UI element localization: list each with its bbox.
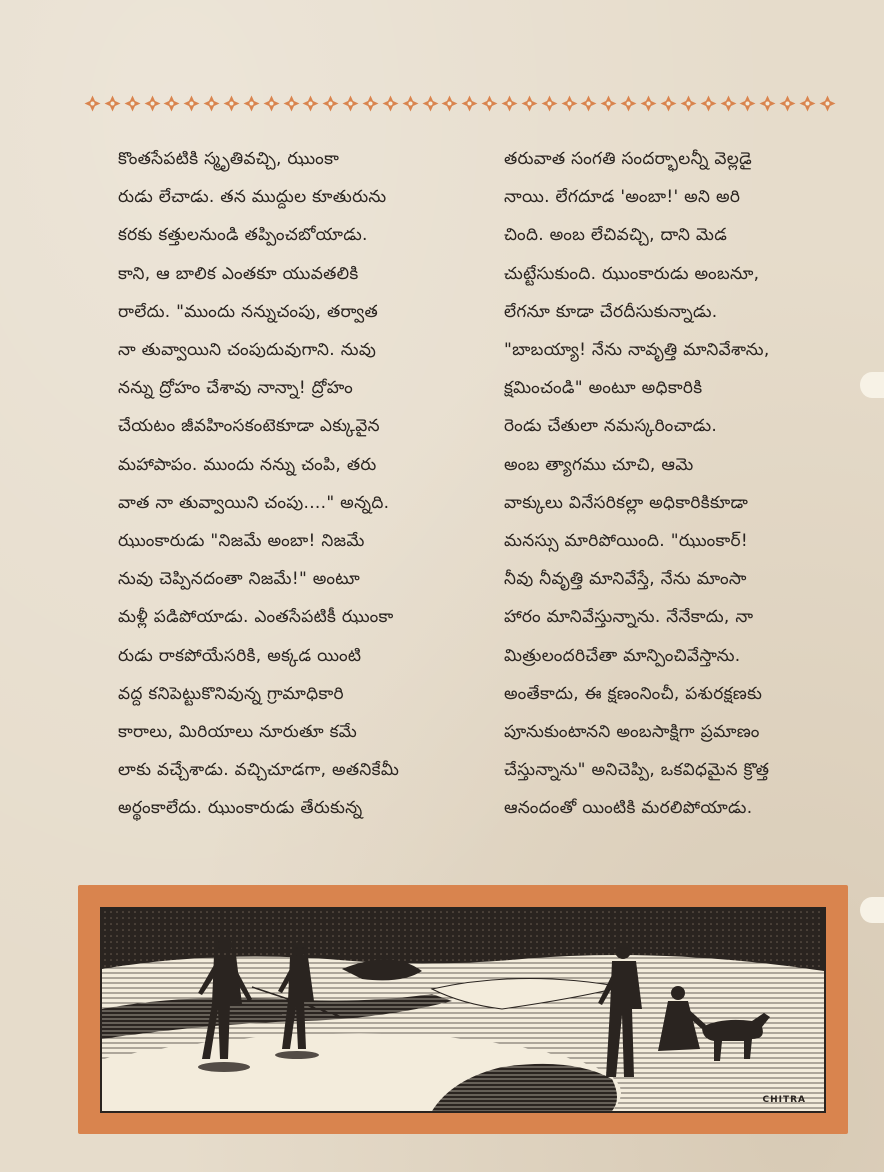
ornament-icon: [521, 95, 538, 112]
text-line: అర్థంకాలేదు. ఝుంకారుడు తేరుకున్న: [118, 798, 363, 819]
ornament-icon: [302, 95, 319, 112]
text-line: రాలేదు. "ముందు నన్నుచంపు, తర్వాత: [118, 301, 379, 322]
text-line: రుడు రాకపోయేసరికి, అక్కడ యింటి: [118, 645, 362, 666]
text-line: మిత్రులందరిచేతా మాన్పించివేస్తాను.: [504, 645, 741, 666]
ornament-icon: [580, 95, 597, 112]
ornament-icon: [163, 95, 180, 112]
text-line: కరకు కత్తులనుండి తప్పించబోయాడు.: [118, 225, 368, 246]
text-line: లాకు వచ్చేశాడు. వచ్చిచూడగా, అతనికేమీ: [118, 760, 400, 781]
ornament-icon: [84, 95, 101, 112]
text-line: నీవు నీవృత్తి మానివేస్తే, నేను మాంసా: [504, 569, 747, 590]
ornament-icon: [342, 95, 359, 112]
ornament-icon: [422, 95, 439, 112]
text-line: చింది. అంబ లేచివచ్చి, దాని మెడ: [504, 225, 728, 246]
ornament-icon: [640, 95, 657, 112]
ornament-icon: [243, 95, 260, 112]
woodcut-scene: [102, 909, 824, 1111]
text-line: కొంతసేపటికి స్మృతివచ్చి, ఝుంకా: [118, 149, 340, 169]
text-line: వద్ద కనిపెట్టుకొనివున్న గ్రామాధికారి: [118, 683, 344, 704]
decorative-border: [84, 92, 836, 114]
paragraph: [482, 140, 838, 446]
text-line: లేగనూ కూడా చేరదీసుకున్నాడు.: [504, 301, 718, 322]
ornament-icon: [819, 95, 836, 112]
ornament-icon: [759, 95, 776, 112]
ornament-icon: [263, 95, 280, 112]
text-line: హారం మానివేస్తున్నాను. నేనేకాదు, నా: [504, 607, 754, 628]
ornament-icon: [441, 95, 458, 112]
ornament-icon: [541, 95, 558, 112]
text-line: ఆనందంతో యింటికి మరలిపోయాడు.: [504, 798, 753, 819]
left-text-column: [96, 140, 452, 828]
text-line: రెండు చేతులా నమస్కరించాడు.: [504, 416, 718, 437]
text-line: మళ్లీ పడిపోయాడు. ఎంతసేపటికీ ఝుంకా: [118, 607, 394, 628]
text-line: "బాబయ్యా! నేను నావృత్తి మానివేశాను,: [504, 340, 770, 361]
ornament-icon: [402, 95, 419, 112]
ornament-icon: [183, 95, 200, 112]
ornament-icon: [799, 95, 816, 112]
ornament-icon: [283, 95, 300, 112]
right-text-column: [482, 140, 838, 828]
text-line: క్షమించండి" అంటూ అధికారికి: [504, 378, 703, 399]
text-line: నన్ను ద్రోహం చేశావు నాన్నా! ద్రోహం: [118, 378, 354, 399]
ornament-icon: [104, 95, 121, 112]
ornament-icon: [362, 95, 379, 112]
paragraph: [482, 446, 838, 828]
page-edge-mark: [860, 372, 884, 398]
ornament-icon: [124, 95, 141, 112]
ornament-icon: [620, 95, 637, 112]
text-line: రుడు లేచాడు. తన ముద్దుల కూతురును: [118, 187, 387, 208]
text-line: అంబ త్యాగము చూచి, ఆమె: [504, 454, 694, 475]
text-line: అంతేకాదు, ఈ క్షణంనించీ, పశురక్షణకు: [504, 683, 763, 704]
text-line: వాక్కులు వినేసరికల్లా అధికారికికూడా: [504, 492, 749, 513]
illustration: [100, 907, 826, 1113]
text-line: కారాలు, మిరియాలు నూరుతూ కమే: [118, 722, 358, 743]
text-line: నాయి. లేగదూడ 'అంబా!' అని అరి: [504, 187, 741, 208]
ornament-icon: [739, 95, 756, 112]
ornament-icon: [700, 95, 717, 112]
ornament-icon: [461, 95, 478, 112]
ornament-icon: [382, 95, 399, 112]
ornament-icon: [660, 95, 677, 112]
ornament-icon: [561, 95, 578, 112]
page-edge-mark: [860, 897, 884, 923]
ornament-icon: [144, 95, 161, 112]
illustration-frame: [78, 885, 848, 1134]
text-line: నా తువ్వాయిని చంపుదువుగాని. నువు: [118, 340, 377, 361]
paragraph: [96, 140, 452, 522]
ornament-icon: [720, 95, 737, 112]
ornament-icon: [779, 95, 796, 112]
text-line: ఝుంకారుడు "నిజమే అంబా! నిజమే: [118, 531, 365, 552]
text-line: చుట్టేసుకుంది. ఝుంకారుడు అంబనూ,: [504, 263, 760, 284]
text-line: తరువాత సంగతి సందర్భాలన్నీ వెల్లడై: [504, 149, 752, 169]
text-line: కాని, ఆ బాలిక ఎంతకూ యువతలికి: [118, 263, 359, 284]
text-line: నువు చెప్పినదంతా నిజమే!" అంటూ: [118, 569, 361, 590]
text-line: మనస్సు మారిపోయింది. "ఝుంకార్!: [504, 531, 749, 552]
ornament-icon: [203, 95, 220, 112]
text-line: మహాపాపం. ముందు నన్ను చంపి, తరు: [118, 454, 377, 475]
paragraph: [96, 522, 452, 828]
text-line: చేయటం జీవహింసకంటెకూడా ఎక్కువైన: [118, 416, 380, 437]
ornament-icon: [600, 95, 617, 112]
text-line: వాత నా తువ్వాయిని చంపు...." అన్నది.: [118, 492, 390, 513]
ornament-icon: [501, 95, 518, 112]
ornament-icon: [322, 95, 339, 112]
text-line: చేస్తున్నాను" అనిచెప్పి, ఒకవిధమైన క్రొత్త: [504, 760, 770, 781]
illustrator-signature: CHITRA: [762, 1095, 806, 1105]
text-line: పూనుకుంటానని అంబసాక్షిగా ప్రమాణం: [504, 722, 760, 743]
ornament-icon: [680, 95, 697, 112]
ornament-icon: [223, 95, 240, 112]
ornament-icon: [481, 95, 498, 112]
